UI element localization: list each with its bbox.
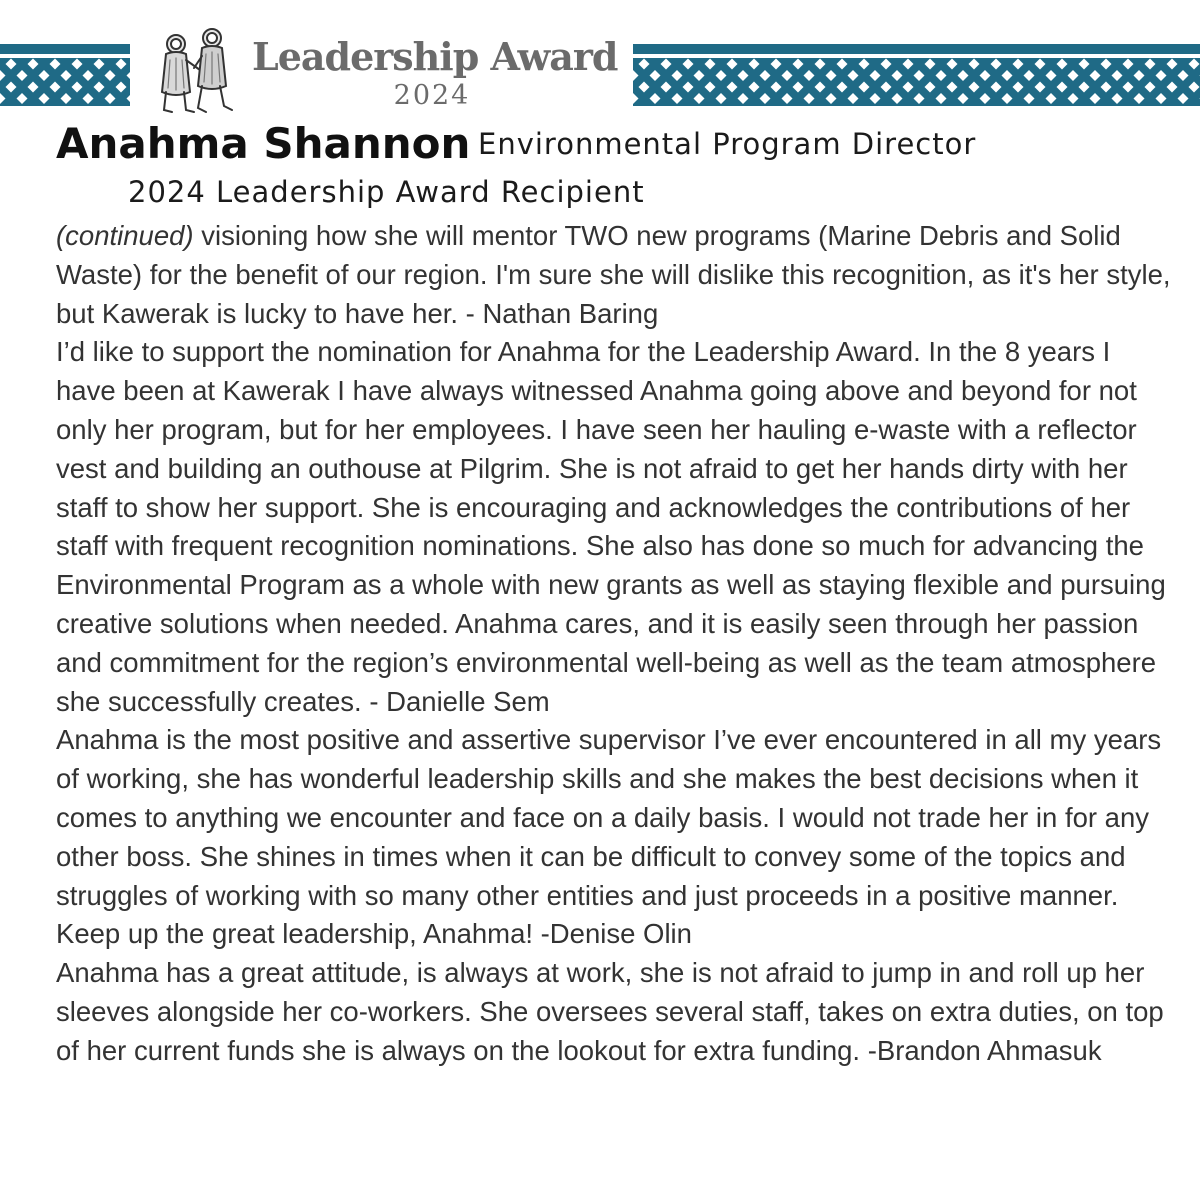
- decorative-band-right: [633, 44, 1200, 106]
- testimonial-danielle-sem: [56, 333, 1176, 721]
- two-figures-logo-icon: [150, 26, 240, 118]
- award-year: 2024: [393, 80, 471, 111]
- testimonial-denise-olin: [56, 721, 1176, 954]
- testimonial-text: Anahma has a great attitude, is always at work, she is not afraid to jump in and roll up her sleeves alongside her co-workers. She oversees several staff, takes on extra duties, on top of her current funds she is always on the lookout for extra funding. -Brandon Ahmasuk: [56, 957, 1164, 1066]
- continued-label: (continued): [56, 220, 194, 251]
- recipient-role: Environmental Program Director: [478, 127, 977, 161]
- diamond-pattern-icon: [633, 44, 1200, 106]
- decorative-band-left: [0, 44, 130, 106]
- testimonial-brandon-ahmasuk: [56, 954, 1176, 1070]
- recipient-name: Anahma Shannon: [56, 119, 471, 168]
- testimonial-text: visioning how she will mentor TWO new programs (Marine Debris and Solid Waste) for the benefit of our region. I'm sure she will dislike this recognition, as it's her style, but Kawerak is lucky to have her. - Nathan Baring: [56, 220, 1171, 329]
- testimonial-nathan-baring: [56, 217, 1176, 333]
- testimonial-text: Anahma is the most positive and assertive supervisor I’ve ever encountered in all my years of working, she has wonderful leadership skills and she makes the best decisions when it comes to anything we encounter and face on a daily basis. I would not trade her in for any other boss. She shines in times when it can be difficult to convey some of the topics and struggles of working with so many other entities and just proceeds in a positive manner. Keep up the great leadership, Anahma! -Denise Olin: [56, 724, 1162, 950]
- award-recipient-line: 2024 Leadership Award Recipient: [128, 175, 645, 209]
- testimonial-text: I’d like to support the nomination for Anahma for the Leadership Award. In the 8 years I have been at Kawerak I have always witnessed Anahma going above and beyond for not only her program, but for her employees. I have seen her hauling e-waste with a reflector vest and building an outhouse at Pilgrim. She is not afraid to get her hands dirty with her staff to show her support. She is encouraging and acknowledges the contributions of her staff with frequent recognition nominations. She also has done so much for advancing the Environmental Program as a whole with new grants as well as staying flexible and pursuing creative solutions when needed. Anahma cares, and it is easily seen through her passion and commitment for the region’s environmental well-being as well as the team atmosphere she successfully creates. - Danielle Sem: [56, 336, 1166, 717]
- diamond-pattern-icon: [0, 44, 130, 106]
- testimonials: [56, 217, 1176, 1071]
- award-title: Leadership Award: [252, 34, 618, 79]
